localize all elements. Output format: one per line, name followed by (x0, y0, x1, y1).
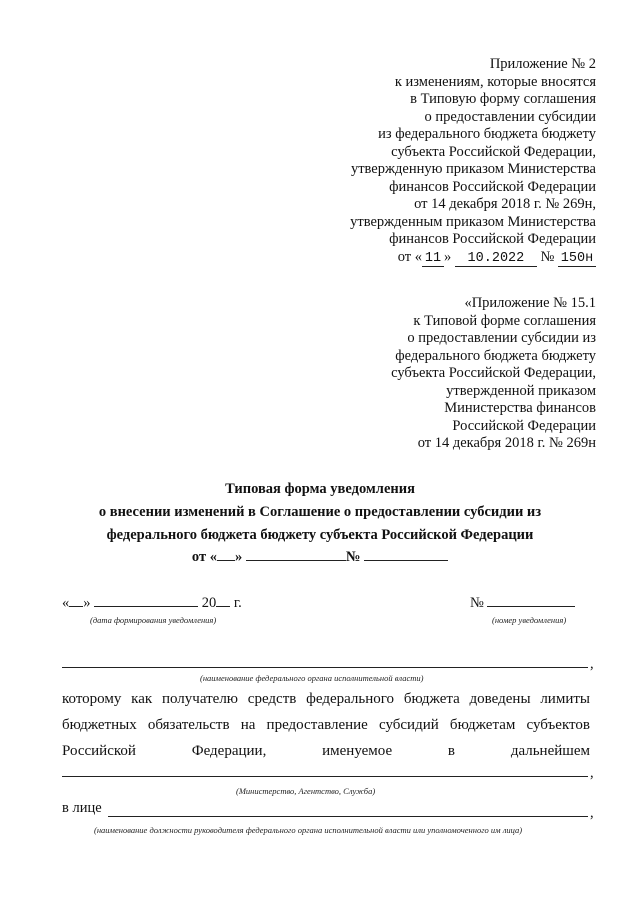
federal-body-field[interactable] (62, 667, 588, 668)
appendix-main-line: финансов Российской Федерации (389, 231, 596, 247)
appendix-main-line: от 14 декабря 2018 г. № 269н, (414, 196, 596, 212)
order-number: 150н (558, 252, 596, 267)
notice-year-field[interactable] (216, 592, 230, 607)
form-title-date-line (40, 546, 600, 568)
number-caption: (номер уведомления) (492, 615, 567, 625)
year-suffix: г. (233, 595, 242, 611)
appendix-sub-line: утвержденной приказом (446, 382, 596, 399)
notice-month-field[interactable] (94, 592, 198, 607)
appendix-main-line: из федерального бюджета бюджету (378, 126, 596, 142)
title-number-field[interactable] (364, 546, 448, 561)
appendix-main-line: Приложение № 2 (489, 56, 596, 72)
form-title: Типовая форма уведомления (225, 481, 415, 497)
paragraph-word: дальнейшем (510, 743, 590, 759)
title-date-mid: » (234, 549, 243, 565)
order-month-year: 10.2022 (455, 252, 537, 267)
paragraph-word: именуемое (322, 743, 393, 759)
ministry-caption: (Министерство, Агентство, Служба) (236, 786, 376, 796)
appendix-sub-line: от 14 декабря 2018 г. № 269н (417, 435, 596, 451)
appendix-sub-line: «Приложение № 15.1 (464, 295, 596, 311)
org-caption: (наименование федерального органа исполнительной власти) (200, 673, 424, 683)
paragraph-line (62, 738, 590, 764)
paragraph-line (62, 686, 590, 712)
appendix-sub-line: к Типовой форме соглашения (413, 312, 596, 329)
order-day: 11 (422, 252, 444, 267)
appendix-main-line: субъекта Российской Федерации, (391, 143, 596, 160)
comma: , (590, 805, 594, 821)
notice-paragraph (62, 686, 590, 764)
paragraph-word: Российской (62, 743, 136, 759)
appendix-main-line: к изменениям, которые вносятся (394, 73, 596, 90)
appendix-main-block (350, 56, 596, 267)
paragraph-word: Федерации, (191, 743, 267, 759)
comma: , (590, 656, 594, 672)
title-month-year-field[interactable] (246, 546, 346, 561)
appendix-main-line: в Типовую форму соглашения (410, 91, 596, 107)
title-date-prefix: от « (191, 549, 217, 565)
open-quote: « (62, 595, 70, 611)
notice-number-field[interactable] (487, 592, 575, 607)
year-prefix: 20 (201, 595, 217, 611)
notice-day-field[interactable] (69, 592, 83, 607)
notice-number-row (470, 592, 575, 612)
date-prefix: от « (397, 248, 423, 265)
notice-date-row (62, 592, 242, 612)
appendix-sub-line: субъекта Российской Федерации, (391, 365, 596, 381)
appendix-main-line: утвержденным приказом Министерства (350, 213, 596, 230)
order-number-label: № (540, 248, 555, 265)
title-number-label: № (345, 549, 361, 565)
appendix-main-line: утвержденную приказом Министерства (350, 161, 596, 177)
paragraph-text: бюджетных обязательств на предоставление субсидий бюджетам субъектов (62, 717, 590, 733)
appendix-sub-line: Министерства финансов (444, 400, 596, 416)
title-day-field[interactable] (217, 546, 235, 561)
appendix-sub-block (391, 295, 596, 453)
appendix-sub-line: Российской Федерации (452, 417, 596, 434)
form-subtitle-line: федерального бюджета бюджету субъекта Российской Федерации (106, 527, 534, 543)
appendix-sub-line: федерального бюджета бюджету (395, 347, 596, 364)
ministry-field[interactable] (62, 776, 588, 777)
appendix-main-line: о предоставлении субсидии (424, 108, 596, 125)
in-person-label: в лице (62, 800, 102, 816)
close-quote: » (83, 595, 91, 611)
appendix-main-line: финансов Российской Федерации (389, 178, 596, 195)
representative-field[interactable] (108, 816, 588, 817)
appendix-main-date-line (350, 249, 596, 267)
paragraph-text: которому как получателю средств федерального бюджета доведены лимиты (62, 691, 590, 707)
notice-number-label: № (470, 595, 484, 611)
comma: , (590, 765, 594, 781)
person-caption: (наименование должности руководителя федерального органа исполнительной власти или уполномоченного им лица) (94, 825, 523, 835)
form-subtitle-line: о внесении изменений в Соглашение о предоставлении субсидии из (98, 504, 542, 520)
paragraph-line (62, 712, 590, 738)
date-mid: » (444, 248, 452, 265)
paragraph-word: в (447, 743, 456, 759)
appendix-sub-line: о предоставлении субсидии из (407, 330, 596, 346)
date-caption: (дата формирования уведомления) (90, 615, 217, 625)
